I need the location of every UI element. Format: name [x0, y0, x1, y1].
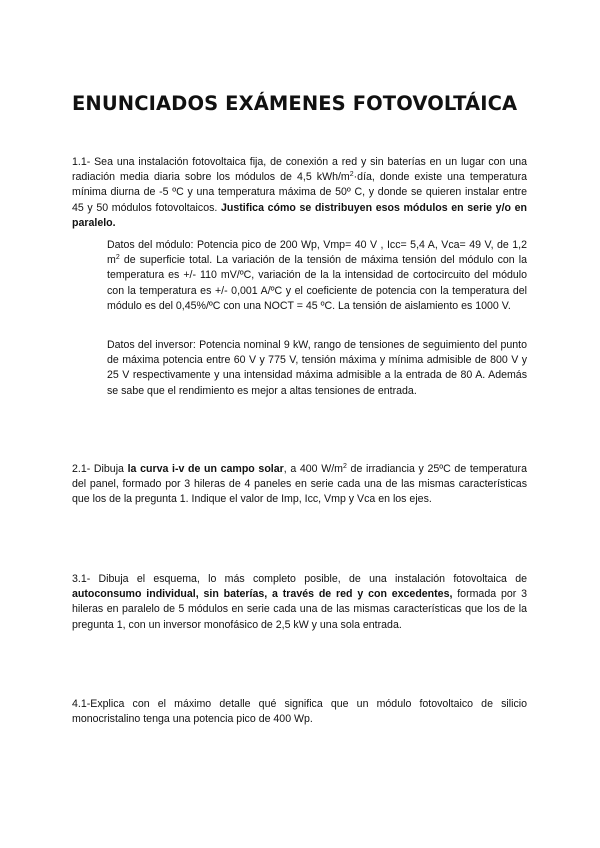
question-4-1	[72, 697, 527, 727]
question-4-1-text: 4.1-Explica con el máximo detalle qué significa que un módulo fotovoltaico de silicio monocristalino tenga una potencia pico de 400 Wp.	[72, 698, 527, 726]
module-data-text-cont: de superficie total. La variación de la tensión de máxima tensión del módulo con la temperatura es +/- 110 mV/ºC, variación de la la intensidad de cortocircuito del módulo con la temperatura es +/- 0,001 A/ºC y el coeficiente de potencia con la temperatura del módulo es del 0,45%/ºC con una NOCT = 45 ºC. La tensión de aislamiento es 1000 V.	[107, 254, 527, 312]
superscript: 2	[349, 171, 354, 179]
question-1-1-text-cont: ·día, donde existe una temperatura mínima diurna de -5 ºC y una temperatura máxima de 50º C, y donde se quieren instalar entre 45 y 50 módulos fotovoltaicos.	[72, 171, 527, 214]
question-2-1-emphasis: la curva i-v de un campo solar	[127, 463, 284, 475]
question-1-1	[72, 155, 527, 231]
inverter-data-paragraph	[107, 338, 527, 399]
question-3-1-emphasis: autoconsumo individual, sin baterías, a través de red y con excedentes,	[72, 588, 453, 601]
question-2-1-text-cont: , a 400 W/m	[283, 463, 343, 475]
question-2-1	[72, 462, 527, 508]
question-3-1-text-cont: formada por 3 hileras en paralelo de 5 módulos en serie cada una de las mismas características que los de la pregunta 1, con un inversor monofásico de 2,5 kW y una sola entrada.	[72, 588, 527, 631]
module-data-text: Datos del módulo: Potencia pico de 200 Wp, Vmp= 40 V , Icc= 5,4 A, Vca= 49 V, de 1,2 m	[107, 239, 527, 267]
inverter-data-text: Datos del inversor: Potencia nominal 9 kW, rango de tensiones de seguimiento del punto de máxima potencia entre 60 V y 775 V, tensión máxima y mínima admisible de 800 V y 25 V respectivamente y una intensidad máxima admisible a la entrada de 80 A. Además se sabe que el rendimiento es mejor a altas tensiones de entrada.	[107, 339, 527, 397]
superscript: 2	[115, 254, 120, 262]
document-title: ENUNCIADOS EXÁMENES FOTOVOLTÁICA	[72, 92, 518, 115]
question-1-1-instruction: Justifica cómo se distribuyen esos módulos en serie y/o en paralelo.	[72, 201, 527, 229]
superscript: 2	[343, 463, 347, 470]
question-3-1-text: 3.1- Dibuja el esquema, lo más completo posible, de una instalación fotovoltaica de	[72, 573, 527, 585]
question-1-1-text: 1.1- Sea una instalación fotovoltaica fija, de conexión a red y sin baterías en un lugar con una radiación media diaria sobre los módulos de 4,5 kWh/m	[72, 156, 527, 184]
question-2-1-text-end: de irradiancia y 25ºC de temperatura del panel, formado por 3 hileras de 4 paneles en serie cada una de las mismas características que los de la pregunta 1. Indique el valor de Imp, Icc, Vmp y Vca en los ejes.	[72, 463, 527, 506]
module-data-paragraph	[107, 238, 527, 314]
question-3-1	[72, 572, 527, 633]
question-2-1-text: 2.1- Dibuja	[72, 463, 128, 475]
